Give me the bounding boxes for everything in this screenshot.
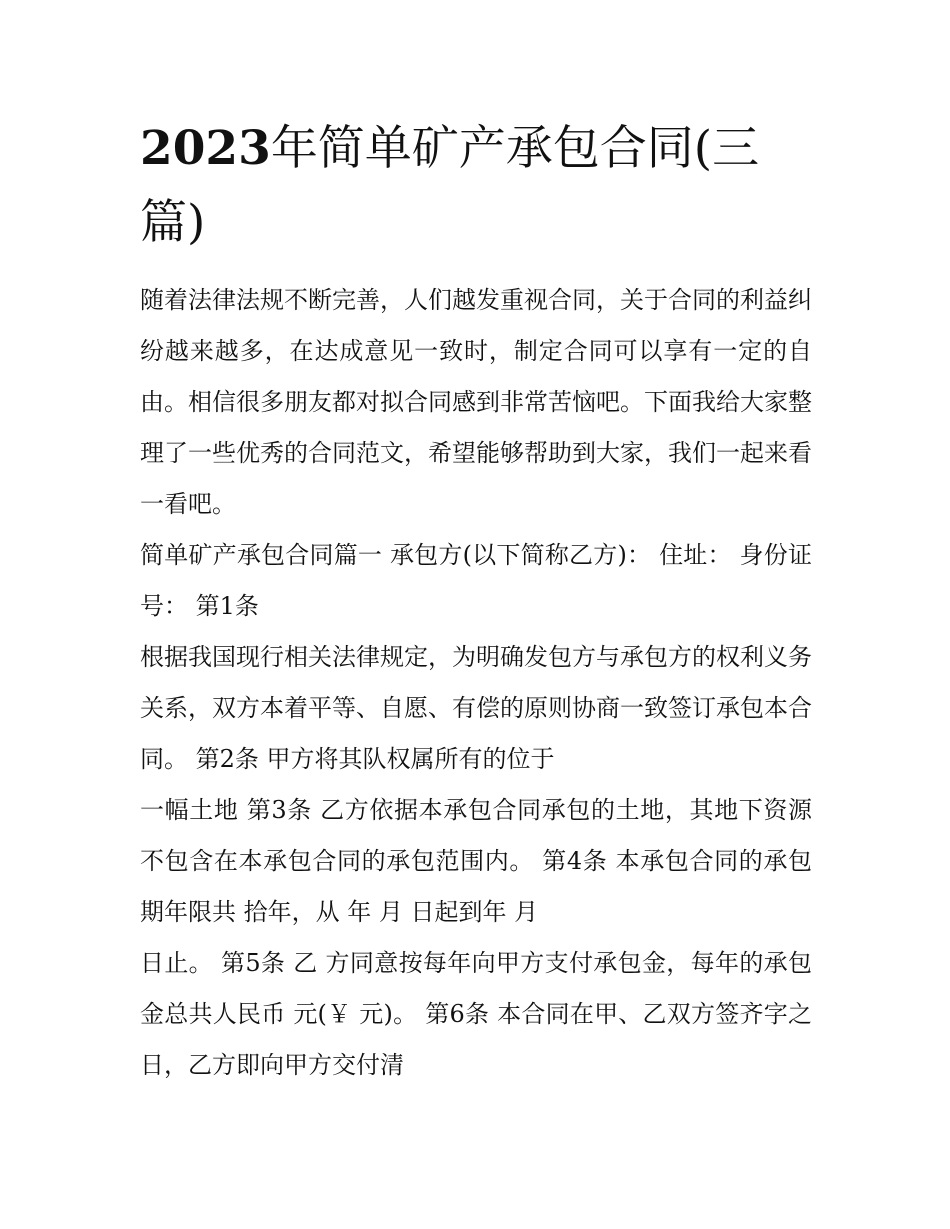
contract-header-paragraph: 简单矿产承包合同篇一 承包方(以下简称乙方)： 住址： 身份证号： 第1条 xyxy=(140,541,812,620)
title-year: 2023 xyxy=(140,121,271,176)
article-paragraph: 日止。 第5条 乙 方同意按每年向甲方支付承包金，每年的承包金总共人民币 元(￥ 元)。 第6条 本合同在甲、乙双方签齐字之日，乙方即向甲方交付清 xyxy=(140,949,812,1079)
document-body xyxy=(140,275,812,1091)
intro-paragraph: 随着法律法规不断完善，人们越发重视合同，关于合同的利益纠纷越来越多，在达成意见一致时，制定合同可以享有一定的自由。相信很多朋友都对拟合同感到非常苦恼吧。下面我给大家整理了一些优秀的合同范文，希望能够帮助到大家，我们一起来看一看吧。 xyxy=(140,286,812,518)
article-paragraph: 一幅土地 第3条 乙方依据本承包合同承包的土地，其地下资源不包含在本承包合同的承包范围内。 第4条 本承包合同的承包期年限共 拾年，从 年 月 日起到年 月 xyxy=(140,796,812,926)
title-text: 年简单矿产承包合同(三篇) xyxy=(140,121,760,250)
article-paragraph: 根据我国现行相关法律规定，为明确发包方与承包方的权利义务关系，双方本着平等、自愿、有偿的原则协商一致签订承包本合同。 第2条 甲方将其队权属所有的位于 xyxy=(140,643,812,773)
document-title xyxy=(140,112,820,260)
